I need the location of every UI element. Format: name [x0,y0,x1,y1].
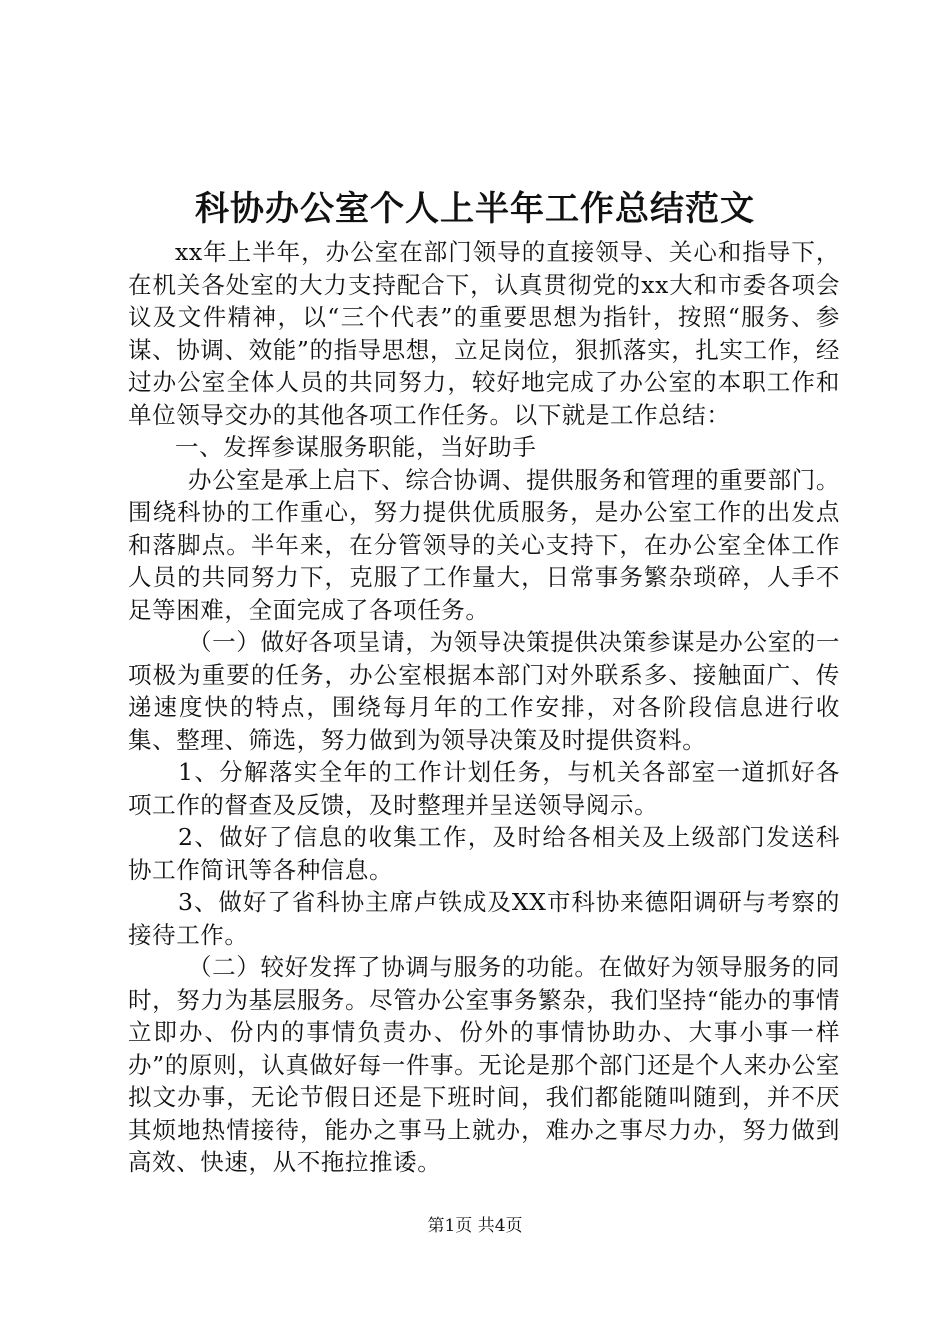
document-body [128,236,840,1179]
list-item-2: 2、做好了信息的收集工作，及时给各相关及上级部门发送科协工作简讯等各种信息。 [128,823,840,884]
section-heading-1: 一、发挥参谋服务职能，当好助手 [175,433,537,461]
list-item-3: 3、做好了省科协主席卢铁成及XX市科协来德阳调研与考察的接待工作。 [128,888,840,949]
page-number-footer: 第1页 共4页 [427,1216,523,1236]
paragraph-item-2: （二）较好发挥了协调与服务的功能。在做好为领导服务的同时，努力为基层服务。尽管办公室事务繁杂，我们坚持“能办的事情立即办、份内的事情负责办、份外的事情协助办、大事小事一样办”的原则，认真做好每一件事。无论是那个部门还是个人来办公室拟文办事，无论节假日还是下班时间，我们都能随叫随到，并不厌其烦地热情接待，能办之事马上就办，难办之事尽力办，努力做到高效、快速，从不拖拉推诿。 [128,953,840,1176]
list-item-1: 1、分解落实全年的工作计划任务，与机关各部室一道抓好各项工作的督查及反馈，及时整理并呈送领导阅示。 [128,758,840,819]
paragraph-office-role: 办公室是承上启下、综合协调、提供服务和管理的重要部门。围绕科协的工作重心，努力提供优质服务，是办公室工作的出发点和落脚点。半年来，在分管领导的关心支持下，在办公室全体工作人员的共同努力下，克服了工作量大，日常事务繁杂琐碎，人手不足等困难，全面完成了各项任务。 [128,465,840,624]
paragraph-intro: xx年上半年，办公室在部门领导的直接领导、关心和指导下，在机关各处室的大力支持配合下，认真贯彻党的xx大和市委各项会议及文件精神，以“三个代表”的重要思想为指针，按照“服务、参谋、协调、效能”的指导思想，立足岗位，狠抓落实，扎实工作，经过办公室全体人员的共同努力，较好地完成了办公室的本职工作和单位领导交办的其他各项工作任务。以下就是工作总结： [128,238,840,429]
document-title: 科协办公室个人上半年工作总结范文 [195,189,755,229]
paragraph-item-1: （一）做好各项呈请，为领导决策提供决策参谋是办公室的一项极为重要的任务，办公室根据本部门对外联系多、接触面广、传递速度快的特点，围绕每月年的工作安排，对各阶段信息进行收集、整理、筛选，努力做到为领导决策及时提供资料。 [128,628,840,754]
